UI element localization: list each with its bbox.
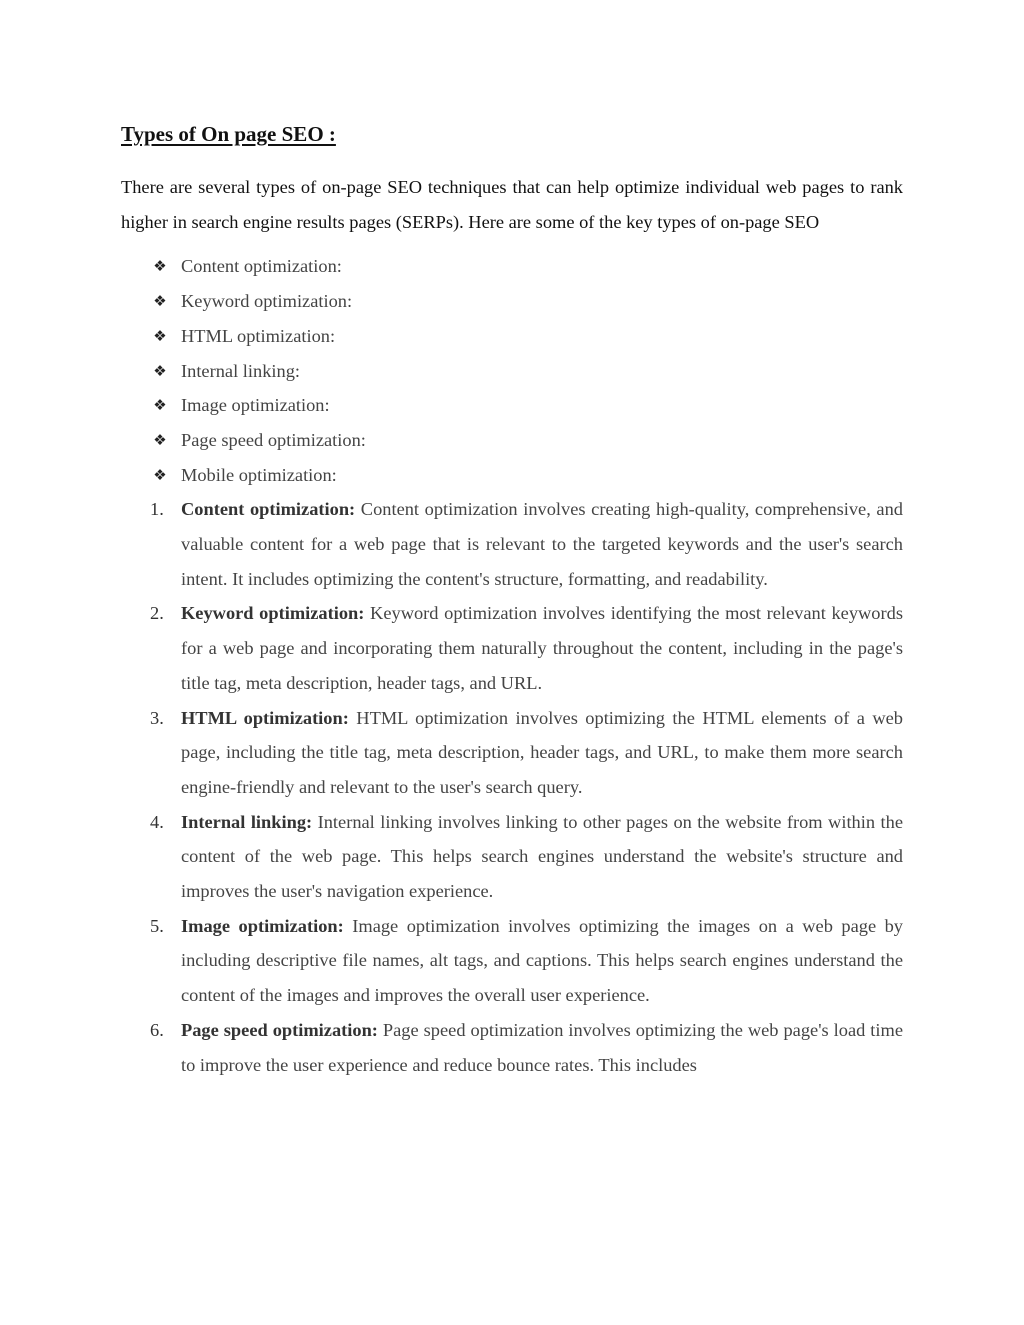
- bullet-item: [121, 458, 903, 493]
- diamond-bullet-icon: ❖: [153, 257, 167, 276]
- item-description: Keyword optimization involves identifying the most relevant keywords for a web page and incorporating them naturally throughout the content, including in the page's title tag, meta description, header tags, and URL.: [181, 603, 903, 693]
- item-term: Content optimization:: [181, 499, 356, 520]
- diamond-bullet-icon: ❖: [153, 430, 167, 449]
- numbered-item: [121, 492, 903, 596]
- bullet-label: Content optimization:: [181, 256, 342, 277]
- numbered-item: [121, 805, 903, 909]
- item-term: HTML optimization:: [181, 707, 349, 728]
- bullet-label: Internal linking:: [181, 360, 301, 381]
- item-description: Page speed optimization involves optimizing the web page's load time to improve the user experience and reduce bounce rates. This includes: [181, 1019, 903, 1075]
- item-number: 3.: [150, 707, 164, 728]
- numbered-item: [121, 1013, 903, 1082]
- bullet-label: Mobile optimization:: [181, 464, 337, 485]
- item-number: 1.: [150, 499, 164, 520]
- numbered-item: [121, 596, 903, 700]
- bullet-item: [121, 388, 903, 423]
- item-description: HTML optimization involves optimizing the HTML elements of a web page, including the title tag, meta description, header tags, and URL, to make them more search engine-friendly and relevant to the user's search query.: [181, 707, 903, 797]
- bullet-list: [121, 249, 903, 492]
- item-term: Internal linking:: [181, 811, 313, 832]
- bullet-item: [121, 423, 903, 458]
- item-number: 4.: [150, 811, 164, 832]
- numbered-item: [121, 909, 903, 1013]
- diamond-bullet-icon: ❖: [153, 361, 167, 380]
- diamond-bullet-icon: ❖: [153, 396, 167, 415]
- bullet-item: [121, 319, 903, 354]
- item-number: 6.: [150, 1019, 164, 1040]
- diamond-bullet-icon: ❖: [153, 465, 167, 484]
- diamond-bullet-icon: ❖: [153, 292, 167, 311]
- item-description: Content optimization involves creating high-quality, comprehensive, and valuable content for a web page that is relevant to the targeted keywords and the user's search intent. It includes optimizing the content's structure, formatting, and readability.: [181, 499, 903, 589]
- item-description: Internal linking involves linking to other pages on the website from within the content of the web page. This helps search engines understand the website's structure and improves the user's navigation experience.: [181, 811, 903, 902]
- bullet-item: [121, 354, 903, 389]
- bullet-label: HTML optimization:: [181, 325, 336, 346]
- bullet-label: Keyword optimization:: [181, 291, 353, 312]
- item-term: Image optimization:: [181, 915, 344, 936]
- diamond-bullet-icon: ❖: [153, 326, 167, 345]
- intro-paragraph: There are several types of on-page SEO techniques that can help optimize individual web pages to rank higher in search engine results pages (SERPs). Here are some of the key types of on-page SEO: [121, 177, 903, 232]
- numbered-item: [121, 701, 903, 805]
- document-page: [121, 118, 903, 1082]
- bullet-item: [121, 249, 903, 284]
- item-term: Keyword optimization:: [181, 603, 365, 624]
- item-description: Image optimization involves optimizing the images on a web page by including descriptive file names, alt tags, and captions. This helps search engines understand the content of the images and improves the overall user experience.: [181, 915, 903, 1006]
- bullet-label: Image optimization:: [181, 395, 330, 416]
- bullet-item: [121, 284, 903, 319]
- item-term: Page speed optimization:: [181, 1019, 378, 1040]
- numbered-list: [121, 492, 903, 1082]
- item-number: 2.: [150, 603, 164, 624]
- page-title: Types of On page SEO :: [121, 122, 336, 146]
- bullet-label: Page speed optimization:: [181, 429, 366, 450]
- item-number: 5.: [150, 915, 164, 936]
